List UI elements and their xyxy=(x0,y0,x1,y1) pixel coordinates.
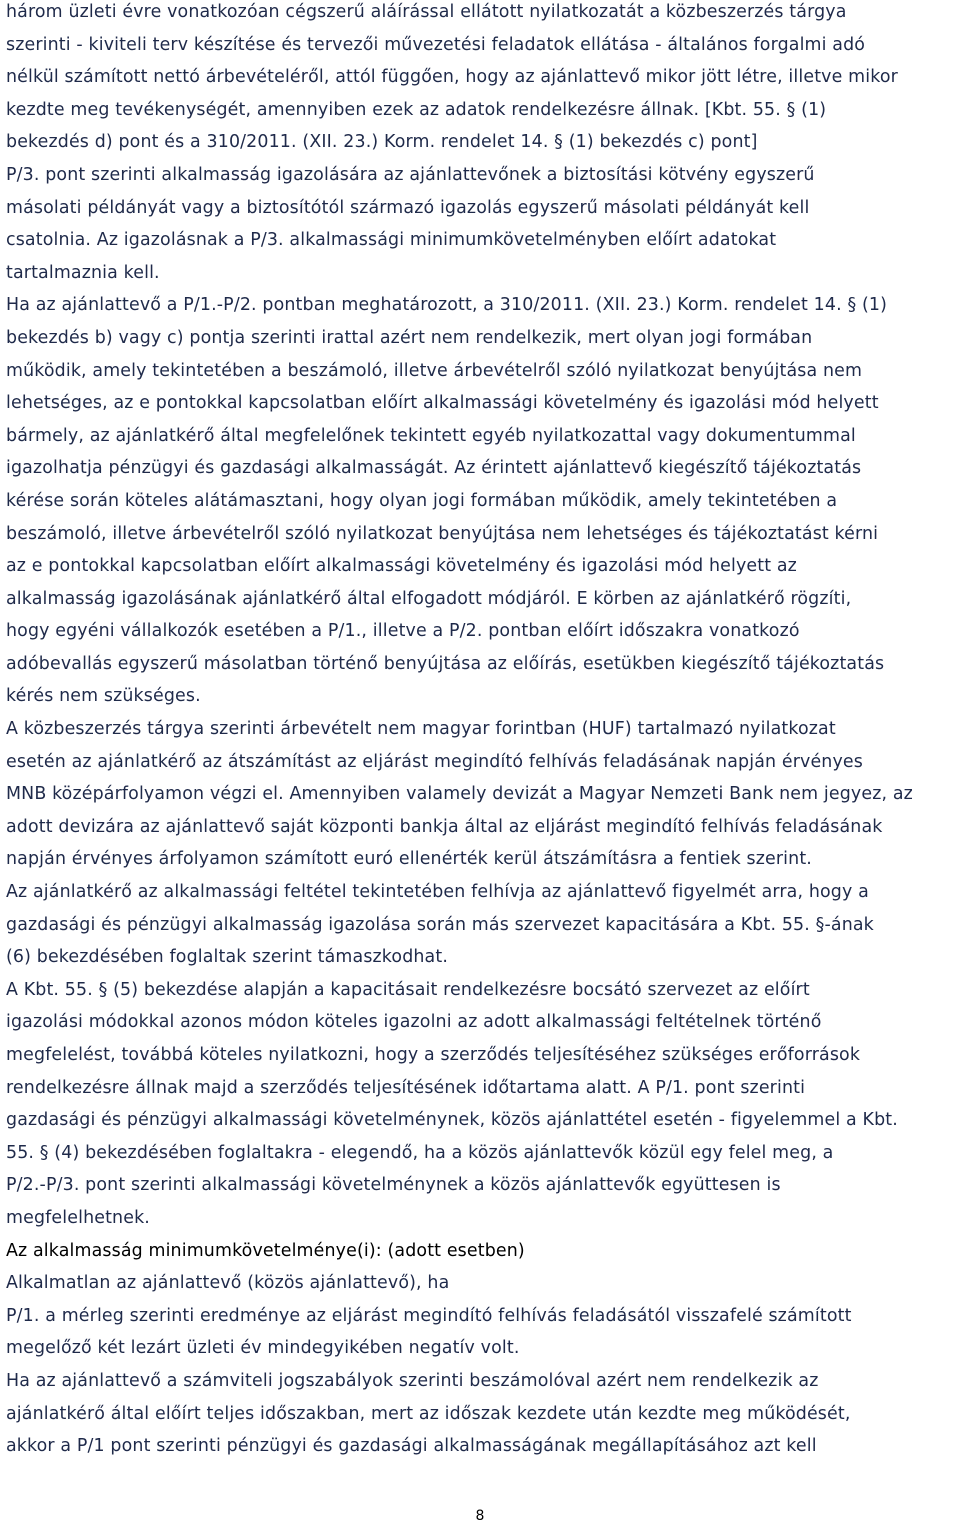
paragraph xyxy=(6,1365,956,1463)
text-line: csatolnia. Az igazolásnak a P/3. alkalmassági minimumkövetelményben előírt adatokat xyxy=(6,230,777,251)
text-line: Az alkalmasság minimumkövetelménye(i): (adott esetben) xyxy=(6,1240,525,1261)
paragraph xyxy=(6,0,956,159)
text-line: megfelelést, továbbá köteles nyilatkozni, hogy a szerződés teljesítéséhez szükséges erőforrások xyxy=(6,1045,861,1065)
paragraph xyxy=(6,289,956,713)
text-line: másolati példányát vagy a biztosítótól származó igazolás egyszerű másolati példányát kell xyxy=(6,197,810,218)
text-line: bekezdés d) pont és a 310/2011. (XII. 23.) Korm. rendelet 14. § (1) bekezdés c) pont] xyxy=(6,132,758,153)
document-body xyxy=(6,0,956,1463)
text-line: megelőző két lezárt üzleti év mindegyikében negatív volt. xyxy=(6,1338,520,1359)
page-number: 8 xyxy=(475,1508,485,1524)
paragraph xyxy=(6,713,956,876)
text-line: bekezdés b) vagy c) pontja szerinti irattal azért nem rendelkezik, mert olyan jogi formában xyxy=(6,327,813,348)
text-line: tartalmaznia kell. xyxy=(6,262,160,283)
text-line: lehetséges, az e pontokkal kapcsolatban előírt alkalmassági követelmény és igazolási mód helyett xyxy=(6,393,879,414)
text-line: gazdasági és pénzügyi alkalmasság igazolása során más szervezet kapacitására a Kbt. 55. §-ának xyxy=(6,914,874,935)
text-line: A Kbt. 55. § (5) bekezdése alapján a kapacitásait rendelkezésre bocsátó szervezet az előírt xyxy=(6,979,810,1000)
text-line: igazolási módokkal azonos módon köteles igazolni az adott alkalmassági feltételnek történő xyxy=(6,1012,822,1033)
text-line: (6) bekezdésében foglaltak szerint támaszkodhat. xyxy=(6,947,449,968)
text-line: alkalmasság igazolásának ajánlatkérő által elfogadott módjáról. E körben az ajánlatkérő rögzíti, xyxy=(6,588,852,609)
text-line: napján érvényes árfolyamon számított euró ellenérték kerül átszámításra a fentiek szerint. xyxy=(6,849,812,870)
text-line: Az ajánlatkérő az alkalmassági feltétel tekintetében felhívja az ajánlattevő figyelmét arra, hogy a xyxy=(6,882,869,903)
text-line: P/2.-P/3. pont szerinti alkalmassági követelménynek a közös ajánlattevők együttesen is xyxy=(6,1175,781,1196)
text-line: akkor a P/1 pont szerinti pénzügyi és gazdasági alkalmasságának megállapításához azt kell xyxy=(6,1436,817,1457)
text-line: működik, amely tekintetében a beszámoló, illetve árbevételről szóló nyilatkozat benyújtása nem xyxy=(6,360,863,381)
text-line: kezdte meg tevékenységét, amennyiben ezek az adatok rendelkezésre állnak. [Kbt. 55. § (1) xyxy=(6,99,827,120)
text-line: P/3. pont szerinti alkalmasság igazolására az ajánlattevőnek a biztosítási kötvény egyszerű xyxy=(6,164,815,185)
text-line: Ha az ajánlattevő a számviteli jogszabályok szerinti beszámolóval azért nem rendelkezik az xyxy=(6,1370,819,1391)
text-line: Ha az ajánlattevő a P/1.-P/2. pontban meghatározott, a 310/2011. (XII. 23.) Korm. rendelet 14. § (1) xyxy=(6,295,888,316)
paragraph xyxy=(6,974,956,1235)
text-line: MNB középárfolyamon végzi el. Amennyiben valamely devizát a Magyar Nemzeti Bank nem jegyez, az xyxy=(6,784,913,805)
text-line: 55. § (4) bekezdésében foglaltakra - elegendő, ha a közös ajánlattevők közül egy felel meg, a xyxy=(6,1142,834,1163)
text-line: adóbevallás egyszerű másolatban történő benyújtása az előírás, esetükben kiegészítő tájékoztatás xyxy=(6,653,885,674)
text-line: gazdasági és pénzügyi alkalmassági követelménynek, közös ajánlattétel esetén - figyelemmel a Kbt. xyxy=(6,1110,898,1131)
paragraph xyxy=(6,1300,956,1365)
text-line: kérés nem szükséges. xyxy=(6,686,201,707)
text-line: rendelkezésre állnak majd a szerződés teljesítésének időtartama alatt. A P/1. pont szerinti xyxy=(6,1077,806,1098)
text-line: nélkül számított nettó árbevételéről, attól függően, hogy az ajánlattevő mikor jött létre, illetve mikor xyxy=(6,67,898,88)
text-line: szerinti - kiviteli terv készítése és tervezői művezetési feladatok ellátása - általános forgalmi adó xyxy=(6,34,866,55)
text-line: igazolhatja pénzügyi és gazdasági alkalmasságát. Az érintett ajánlattevő kiegészítő tájékoztatás xyxy=(6,458,862,479)
text-line: P/1. a mérleg szerinti eredménye az eljárást megindító felhívás feladásától visszafelé számított xyxy=(6,1305,852,1326)
text-line: adott devizára az ajánlattevő saját központi bankja által az eljárást megindító felhívás feladásának xyxy=(6,816,883,837)
text-line: három üzleti évre vonatkozóan cégszerű aláírással ellátott nyilatkozatát a közbeszerzés tárgya xyxy=(6,2,847,22)
text-line: kérése során köteles alátámasztani, hogy olyan jogi formában működik, amely tekintetében a xyxy=(6,490,838,511)
text-line: hogy egyéni vállalkozók esetében a P/1., illetve a P/2. pontban előírt időszakra vonatkozó xyxy=(6,621,800,642)
document-page xyxy=(6,0,956,1463)
paragraph xyxy=(6,1267,956,1300)
section-heading xyxy=(6,1235,956,1268)
text-line: megfelelhetnek. xyxy=(6,1207,150,1228)
text-line: beszámoló, illetve árbevételről szóló nyilatkozat benyújtása nem lehetséges és tájékoztatást kérni xyxy=(6,523,879,544)
paragraph xyxy=(6,159,956,289)
paragraph xyxy=(6,876,956,974)
text-line: az e pontokkal kapcsolatban előírt alkalmassági követelmény és igazolási mód helyett az xyxy=(6,556,797,577)
text-line: bármely, az ajánlatkérő által megfelelőnek tekintett egyéb nyilatkozattal vagy dokumentummal xyxy=(6,425,856,446)
text-line: Alkalmatlan az ajánlattevő (közös ajánlattevő), ha xyxy=(6,1273,450,1294)
text-line: A közbeszerzés tárgya szerinti árbevételt nem magyar forintban (HUF) tartalmazó nyilatkozat xyxy=(6,719,836,740)
text-line: ajánlatkérő által előírt teljes időszakban, mert az időszak kezdete után kezdte meg működését, xyxy=(6,1403,851,1424)
text-line: esetén az ajánlatkérő az átszámítást az eljárást megindító felhívás feladásának napján érvényes xyxy=(6,751,863,772)
